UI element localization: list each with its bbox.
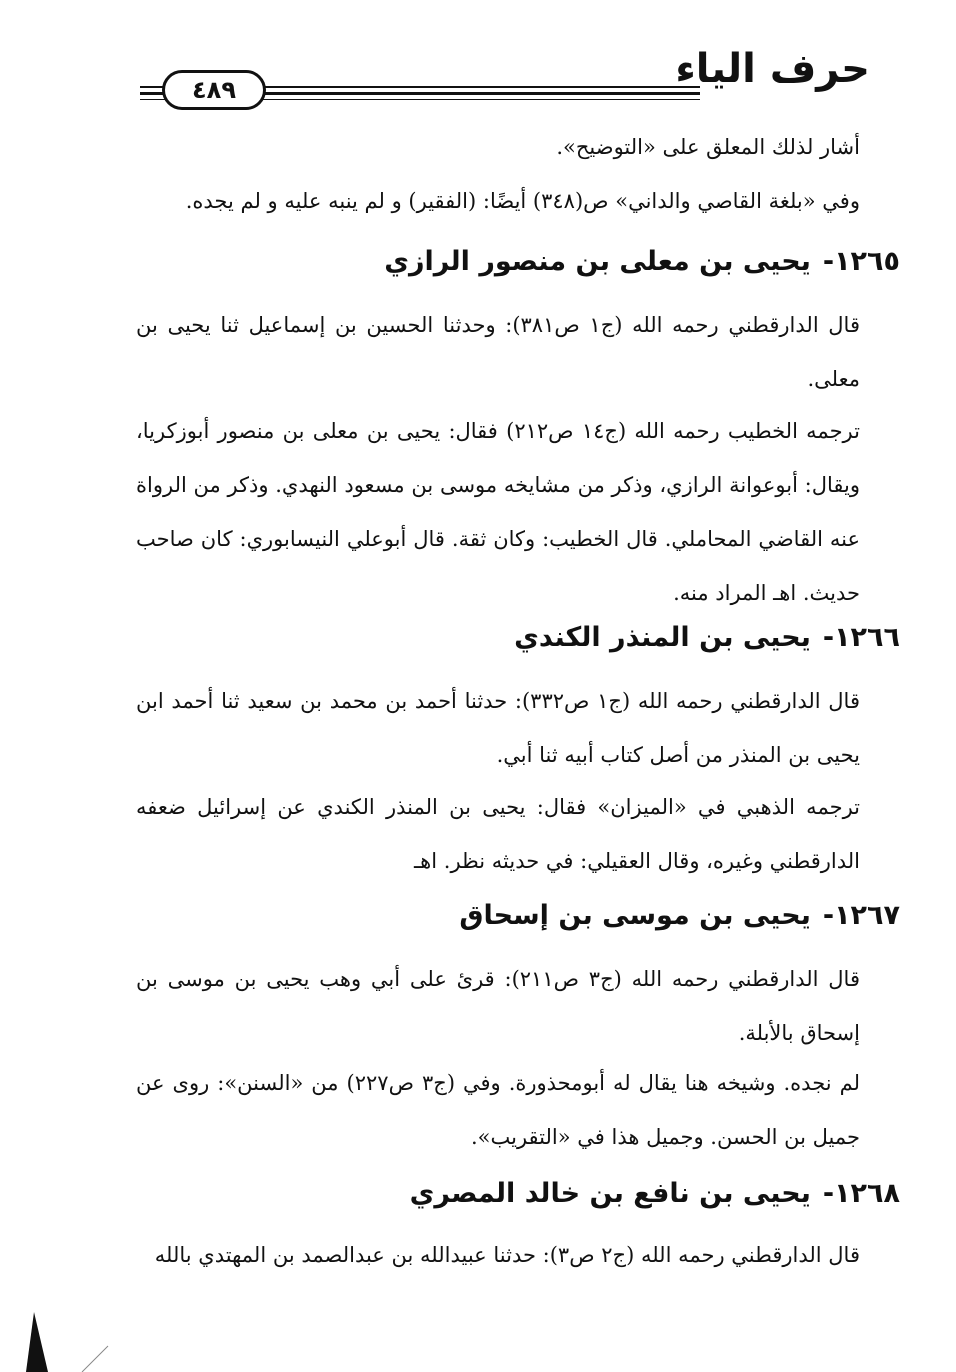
paragraph-text: قال الدارقطني رحمه الله (ج١ ص٣٣٢): حدثنا أحمد بن محمد بن سعيد ثنا أحمد ابن يحيى بن المنذر من أصل كتاب أبيه ثنا أبي. <box>136 689 860 767</box>
paragraph-text: قال الدارقطني رحمه الله (ج٣ ص٢١١): قرئ على أبي وهب يحيى بن موسى بن إسحاق بالأبلة. <box>136 967 860 1045</box>
entry-paragraph <box>136 298 860 406</box>
entry-paragraph <box>136 1056 860 1164</box>
paragraph-text: ترجمه الذهبي في «الميزان» فقال: يحيى بن المنذر الكندي عن إسرائيل ضعفه الدارقطني وغيره، وقال العقيلي: في حديثه نظر. اهـ <box>136 795 860 873</box>
intro-paragraph <box>136 174 860 228</box>
paragraph-text: لم نجده. وشيخه هنا يقال له أبومحذورة. وفي (ج٣ ص٢٢٧) من «السنن»: روى عن جميل بن الحسن. وجميل هذا في «التقريب». <box>136 1071 860 1149</box>
entry-paragraph <box>136 404 860 620</box>
page-number: ٤٨٩ <box>162 70 266 110</box>
entry-heading <box>514 622 900 653</box>
entry-number: ١٢٦٥- <box>822 246 900 277</box>
entry-heading <box>459 900 900 931</box>
entry-paragraph <box>136 952 860 1060</box>
entry-name: يحيى بن نافع بن خالد المصري <box>409 1178 811 1209</box>
entry-paragraph <box>136 674 860 782</box>
chapter-title: حرف الياء <box>675 46 870 92</box>
entry-name: يحيى بن موسى بن إسحاق <box>459 900 811 931</box>
entry-name: يحيى بن المنذر الكندي <box>514 622 811 653</box>
entry-name: يحيى بن معلى بن منصور الرازي <box>384 246 811 277</box>
scan-edge-artifact <box>20 1300 110 1372</box>
intro-line: أشار لذلك المعلق على «التوضيح». <box>556 135 860 159</box>
intro-line: وفي «بلغة القاصي والداني» ص(٣٤٨) أيضًا: (الفقير) و لم ينبه عليه و لم يجده. <box>185 189 860 213</box>
paragraph-text: ترجمه الخطيب رحمه الله (ج١٤ ص٢١٢) فقال: يحيى بن معلى بن منصور أبوزكريا، ويقال: أبوعوانة الرازي، وذكر من مشايخه موسى بن مسعود النهدي. وذكر من الرواة عنه القاضي المحاملي. قال الخطيب: وكان ثقة. قال أبوعلي النيسابوري: كان صاحب حديث. اهـ المراد منه. <box>136 419 860 605</box>
paragraph-text: قال الدارقطني رحمه الله (ج١ ص٣٨١): وحدثنا الحسين بن إسماعيل ثنا يحيى بن معلى. <box>136 313 860 391</box>
entry-heading <box>410 1178 900 1209</box>
paragraph-text: قال الدارقطني رحمه الله (ج٢ ص٣): حدثنا عبيدالله بن عبدالصمد بن المهتدي بالله <box>154 1243 860 1267</box>
entry-number: ١٢٦٦- <box>822 622 900 653</box>
page-header <box>140 38 870 108</box>
entry-number: ١٢٦٧- <box>822 900 900 931</box>
entry-paragraph <box>136 780 860 888</box>
entry-paragraph <box>136 1228 860 1282</box>
entry-heading <box>384 246 900 277</box>
intro-paragraph <box>136 120 860 174</box>
entry-number: ١٢٦٨- <box>822 1178 900 1209</box>
